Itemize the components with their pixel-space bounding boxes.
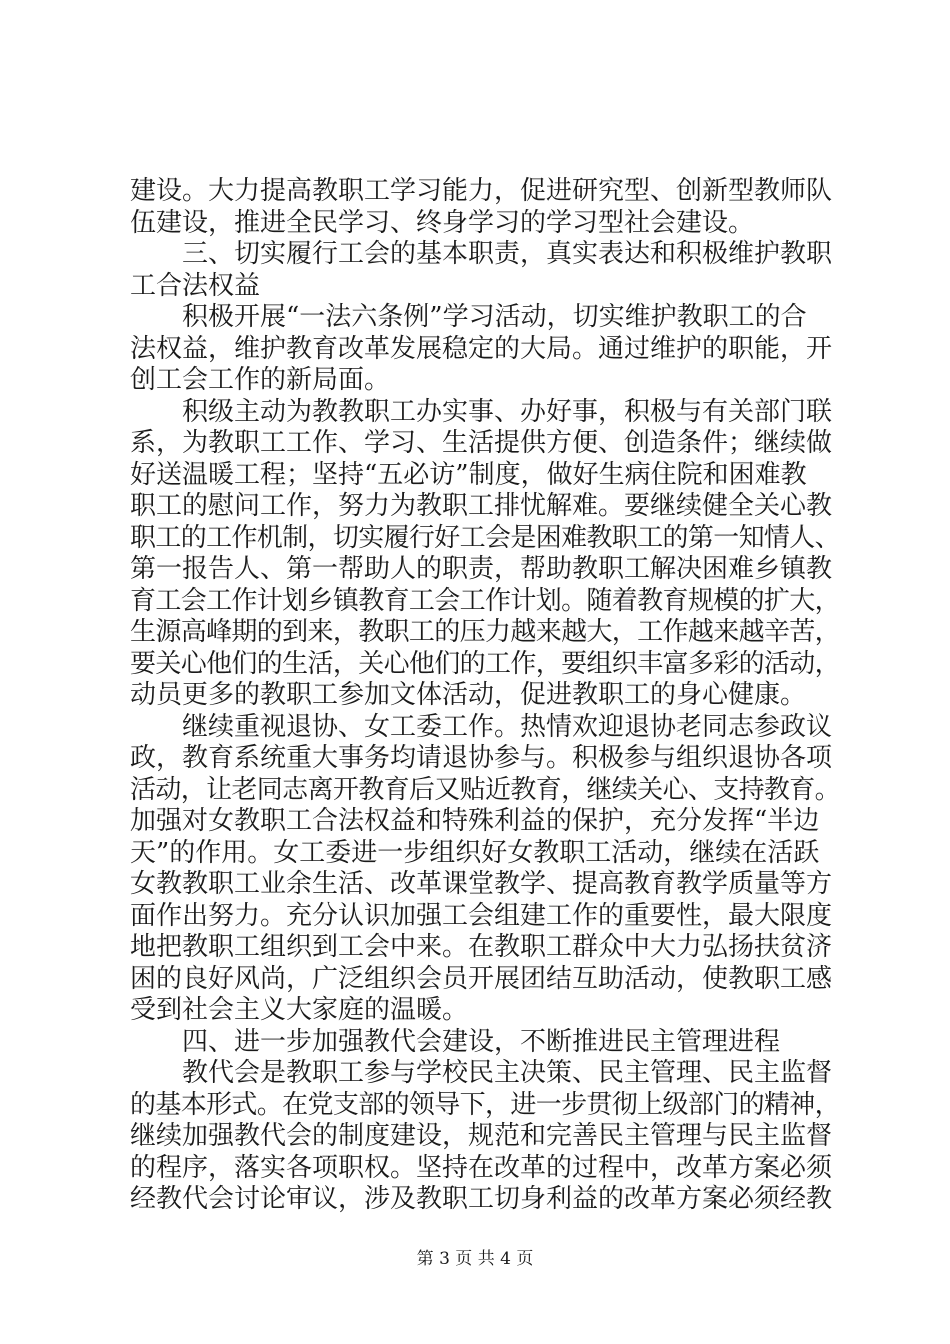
document-body [130,176,840,1216]
text-line: 育工会工作计划乡镇教育工会工作计划。随着教育规模的扩大， [130,585,841,616]
text-line: 创工会工作的新局面。 [130,365,391,395]
text-line: 要关心他们的生活，关心他们的工作，要组织丰富多彩的活动， [130,648,841,679]
text-line: 受到社会主义大家庭的温暖。 [130,995,469,1025]
text-line: 的程序，落实各项职权。坚持在改革的过程中，改革方案必须 [130,1152,833,1183]
text-line: 职工的工作机制，切实履行好工会是困难教职工的第一知情人、 [130,522,841,553]
text-line: 积极开展“一法六条例”学习活动，切实维护教职工的合 [182,302,807,332]
text-line: 第一报告人、第一帮助人的职责，帮助教职工解决困难乡镇教 [130,554,833,584]
text-line: 天”的作用。女工委进一步组织好女教职工活动，继续在活跃 [130,837,820,868]
text-line: 积级主动为教教职工办实事、办好事，积极与有关部门联 [182,396,833,427]
text-line: 加强对女教职工合法权益和特殊利益的保护，充分发挥“半边 [130,806,820,836]
text-line: 政，教育系统重大事务均请退协参与。积极参与组织退协各项 [130,743,833,773]
text-line: 动员更多的教职工参加文体活动，促进教职工的身心健康。 [130,680,807,710]
text-line: 法权益，维护教育改革发展稳定的大局。通过维护的职能，开 [130,333,833,364]
text-line: 活动，让老同志离开教育后又贴近教育，继续关心、支持教育。 [130,774,841,805]
text-line: 好送温暖工程；坚持“五必访”制度，做好生病住院和困难教 [130,459,807,490]
text-line: 职工的慰问工作，努力为教职工排忧解难。要继续健全关心教 [130,491,833,521]
text-line: 教代会是教职工参与学校民主决策、民主管理、民主监督 [182,1058,833,1088]
text-line: 系，为教职工工作、学习、生活提供方便、创造条件；继续做 [130,428,833,458]
text-line: 四、进一步加强教代会建设，不断推进民主管理进程 [182,1026,781,1057]
text-line: 建设。大力提高教职工学习能力，促进研究型、创新型教师队 [130,176,833,206]
text-line: 的基本形式。在党支部的领导下，进一步贯彻上级部门的精神， [130,1089,841,1120]
text-line: 伍建设，推进全民学习、终身学习的学习型社会建设。 [130,207,755,238]
text-line: 女教教职工业余生活、改革课堂教学、提高教育教学质量等方 [130,869,833,899]
text-line: 三、切实履行工会的基本职责，真实表达和积极维护教职 [182,239,833,269]
text-line: 困的良好风尚，广泛组织会员开展团结互助活动，使教职工感 [130,963,833,994]
text-line: 继续加强教代会的制度建设，规范和完善民主管理与民主监督 [130,1121,833,1151]
page-footer: 第 3 页 共 4 页 [416,1249,534,1269]
text-line: 生源高峰期的到来，教职工的压力越来越大，工作越来越辛苦， [130,617,841,647]
text-line: 继续重视退协、女工委工作。热情欢迎退协老同志参政议 [182,711,833,742]
text-line: 面作出努力。充分认识加强工会组建工作的重要性，最大限度 [130,900,833,931]
text-line: 地把教职工组织到工会中来。在教职工群众中大力弘扬扶贫济 [130,932,833,962]
text-line: 工合法权益 [130,270,261,301]
text-line: 经教代会讨论审议，涉及教职工切身利益的改革方案必须经教 [130,1184,833,1214]
